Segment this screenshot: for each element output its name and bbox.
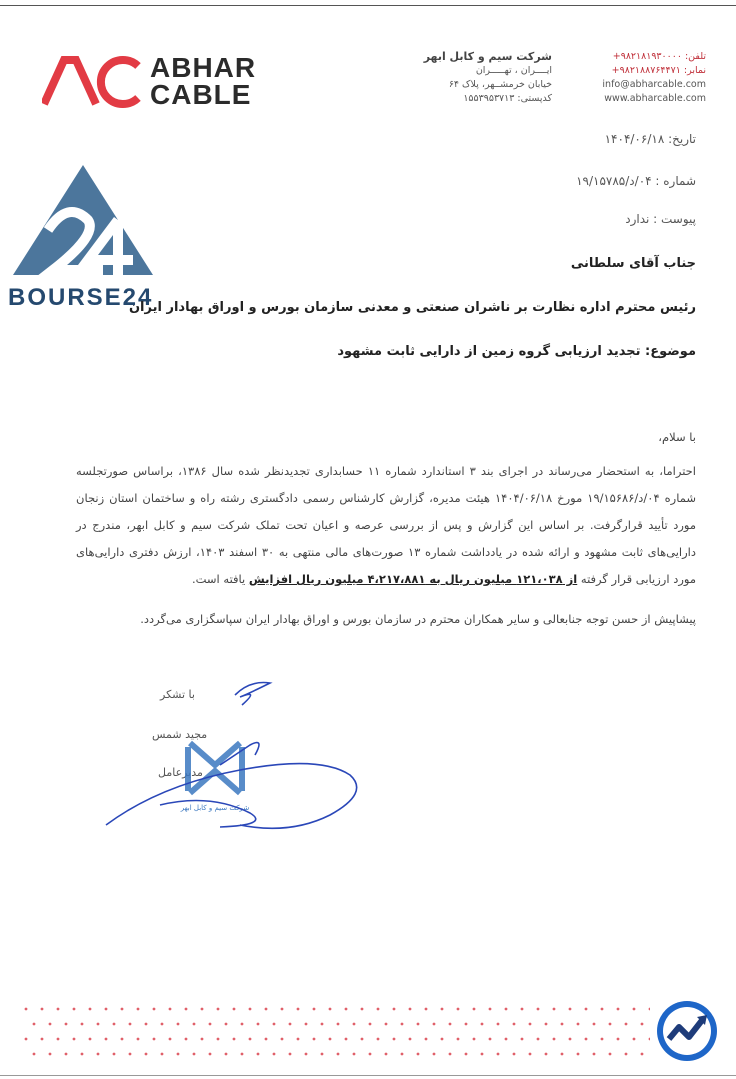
footer-dot bbox=[113, 1023, 116, 1026]
footer-dot bbox=[169, 1008, 172, 1011]
company-street: خیابان خرمشــهر، پلاک ۶۴ bbox=[448, 79, 552, 90]
footer-dot bbox=[585, 1038, 588, 1041]
footer-dot bbox=[41, 1038, 44, 1041]
footer-dot bbox=[353, 1023, 356, 1026]
footer-dot bbox=[273, 1023, 276, 1026]
letter-date: تاریخ: ۱۴۰۴/۰۶/۱۸ bbox=[604, 132, 696, 146]
letter-number: شماره : ۰۴/د/۱۹/۱۵۷۸۵ bbox=[576, 174, 696, 188]
revaluation-highlight: از ۱۲۱،۰۳۸ میلیون ریال به ۴،۲۱۷،۸۸۱ میلیون ریال افزایش bbox=[248, 572, 578, 586]
footer-dot bbox=[153, 1008, 156, 1011]
footer-dot bbox=[377, 1008, 380, 1011]
footer-dot bbox=[201, 1008, 204, 1011]
bourse-badge-icon bbox=[655, 999, 719, 1063]
footer-dot bbox=[161, 1023, 164, 1026]
footer-dot bbox=[625, 1053, 628, 1056]
footer-dot bbox=[457, 1008, 460, 1011]
footer-dot bbox=[97, 1023, 100, 1026]
contact-info bbox=[598, 50, 706, 106]
footer-dot bbox=[305, 1023, 308, 1026]
footer-dot bbox=[609, 1053, 612, 1056]
footer-dot bbox=[449, 1053, 452, 1056]
footer-dot bbox=[313, 1038, 316, 1041]
letter-subject: موضوع: تجدید ارزیابی گروه زمین از دارایی ثابت مشهود bbox=[337, 344, 696, 359]
footer-dot bbox=[577, 1023, 580, 1026]
footer-dot bbox=[601, 1038, 604, 1041]
footer-dot bbox=[617, 1038, 620, 1041]
footer-dot bbox=[553, 1008, 556, 1011]
brand-line-1: ABHAR bbox=[150, 52, 257, 83]
footer-dot bbox=[489, 1008, 492, 1011]
footer-dot bbox=[569, 1008, 572, 1011]
footer-dot bbox=[473, 1038, 476, 1041]
footer-dot bbox=[105, 1008, 108, 1011]
body-text-end: یافته است. bbox=[191, 572, 246, 586]
footer-dot bbox=[417, 1053, 420, 1056]
footer-dot bbox=[57, 1038, 60, 1041]
footer-dot bbox=[169, 1038, 172, 1041]
footer-dot bbox=[65, 1023, 68, 1026]
footer-dot bbox=[281, 1008, 284, 1011]
body-paragraph-1 bbox=[76, 458, 696, 593]
footer-dot bbox=[513, 1053, 516, 1056]
bottom-border bbox=[0, 1075, 736, 1076]
footer-dot bbox=[345, 1038, 348, 1041]
footer-dot bbox=[593, 1053, 596, 1056]
footer-dot bbox=[521, 1008, 524, 1011]
footer-dot bbox=[465, 1053, 468, 1056]
body-text: احتراما، به استحضار می‌رساند در اجرای بند ۳ استاندارد شماره ۱۱ حسابداری تجدیدنظر شده سال ۱۳۸۶، براساس صورتجلسه شماره ۰۴/د/۱۹/۱۵۶۸۶ مورخ ۱۴۰۴/۰۶/۱۸ هیئت مدیره، گزارش کارشناس رسمی دادگستری رشته راه و ساختمان استان زنجان مورد تأیید قرارگرفت. بر اساس این گزارش و پس از بررسی عرصه و اعیان تحت تملک شرکت سیم و کابل ابهر، مندرج در دارایی‌های ثابت مشهود و ارائه شده در یادداشت شماره ۱۳ صورت‌های مالی منتهی به ۳۰ اسفند ۱۴۰۳، ارزش دفتری دارایی‌های مورد ارزیابی قرار گرفته bbox=[76, 464, 697, 586]
footer-dot bbox=[337, 1053, 340, 1056]
brand-line-2: CABLE bbox=[150, 79, 252, 110]
footer-dot bbox=[433, 1053, 436, 1056]
footer-dot bbox=[561, 1023, 564, 1026]
footer-dot bbox=[633, 1038, 636, 1041]
addressee-name: جناب آقای سلطانی bbox=[570, 256, 696, 271]
footer-dot bbox=[441, 1008, 444, 1011]
footer-dot bbox=[553, 1038, 556, 1041]
company-city: ایــــران ، تهـــــران bbox=[475, 65, 552, 76]
footer-dot bbox=[489, 1038, 492, 1041]
footer-dot bbox=[105, 1038, 108, 1041]
footer-dot bbox=[241, 1053, 244, 1056]
footer-dot bbox=[497, 1053, 500, 1056]
footer-dot bbox=[329, 1038, 332, 1041]
footer-dot bbox=[257, 1053, 260, 1056]
footer-dot bbox=[33, 1053, 36, 1056]
brand-name bbox=[150, 54, 256, 108]
footer-dot bbox=[529, 1023, 532, 1026]
footer-dot-pattern bbox=[20, 1003, 650, 1063]
footer-dot bbox=[137, 1038, 140, 1041]
footer-dot bbox=[225, 1023, 228, 1026]
company-info bbox=[392, 50, 552, 106]
signatory-role: مدیرعامل bbox=[158, 766, 203, 779]
company-postal: کدپستی: ۱۵۵۳۹۵۳۷۱۳ bbox=[463, 93, 552, 104]
footer-dot bbox=[537, 1038, 540, 1041]
footer-dot bbox=[465, 1023, 468, 1026]
footer-dot bbox=[617, 1008, 620, 1011]
footer-dot bbox=[321, 1053, 324, 1056]
contact-email: info@abharcable.com bbox=[602, 79, 706, 90]
footer-dot bbox=[73, 1038, 76, 1041]
footer-dot bbox=[233, 1038, 236, 1041]
footer-dot bbox=[545, 1023, 548, 1026]
stamp-text: شرکت سیم و کابل ابهر bbox=[180, 804, 250, 812]
footer-dot bbox=[121, 1008, 124, 1011]
footer-dot bbox=[193, 1053, 196, 1056]
footer-dot bbox=[145, 1053, 148, 1056]
footer-dot bbox=[329, 1008, 332, 1011]
letter-attachment: پیوست : ندارد bbox=[625, 212, 696, 226]
footer-dot bbox=[505, 1038, 508, 1041]
footer-dot bbox=[265, 1038, 268, 1041]
footer-dot bbox=[25, 1038, 28, 1041]
footer-dot bbox=[161, 1053, 164, 1056]
footer-dot bbox=[409, 1038, 412, 1041]
footer-dot bbox=[441, 1038, 444, 1041]
footer-dot bbox=[65, 1053, 68, 1056]
footer-dot bbox=[81, 1023, 84, 1026]
footer-dot bbox=[89, 1008, 92, 1011]
footer-dot bbox=[449, 1023, 452, 1026]
footer-dot bbox=[433, 1023, 436, 1026]
footer-dot bbox=[81, 1053, 84, 1056]
footer-dot bbox=[297, 1038, 300, 1041]
footer-dot bbox=[25, 1008, 28, 1011]
footer-dot bbox=[401, 1053, 404, 1056]
footer-dot bbox=[641, 1023, 644, 1026]
footer-dot bbox=[321, 1023, 324, 1026]
top-border bbox=[0, 5, 736, 6]
footer-dot bbox=[457, 1038, 460, 1041]
footer-dot bbox=[217, 1038, 220, 1041]
footer-dot bbox=[177, 1023, 180, 1026]
footer-dot bbox=[185, 1038, 188, 1041]
footer-dot bbox=[417, 1023, 420, 1026]
footer-dot bbox=[153, 1038, 156, 1041]
footer-dot bbox=[481, 1053, 484, 1056]
footer-dot bbox=[209, 1053, 212, 1056]
footer-dot bbox=[577, 1053, 580, 1056]
footer-dot bbox=[561, 1053, 564, 1056]
footer-dot bbox=[233, 1008, 236, 1011]
footer-dot bbox=[513, 1023, 516, 1026]
footer-dot bbox=[249, 1038, 252, 1041]
footer-dot bbox=[497, 1023, 500, 1026]
footer-dot bbox=[305, 1053, 308, 1056]
footer-dot bbox=[385, 1053, 388, 1056]
footer-dot bbox=[393, 1008, 396, 1011]
footer-dot bbox=[601, 1008, 604, 1011]
footer-dot bbox=[337, 1023, 340, 1026]
footer-dot bbox=[201, 1038, 204, 1041]
footer-dot bbox=[177, 1053, 180, 1056]
footer-dot bbox=[361, 1008, 364, 1011]
footer-dot bbox=[369, 1053, 372, 1056]
contact-website: www.abharcable.com bbox=[604, 93, 706, 104]
footer-dot bbox=[585, 1008, 588, 1011]
footer-dot bbox=[273, 1053, 276, 1056]
footer-dot bbox=[529, 1053, 532, 1056]
footer-dot bbox=[385, 1023, 388, 1026]
footer-dot bbox=[249, 1008, 252, 1011]
footer-dot bbox=[241, 1023, 244, 1026]
handwritten-signature-icon bbox=[100, 675, 380, 850]
footer-dot bbox=[129, 1053, 132, 1056]
footer-dot bbox=[545, 1053, 548, 1056]
footer-dot bbox=[137, 1008, 140, 1011]
footer-dot bbox=[505, 1008, 508, 1011]
footer-dot bbox=[185, 1008, 188, 1011]
footer-dot bbox=[377, 1038, 380, 1041]
footer-dot bbox=[409, 1008, 412, 1011]
footer-dot bbox=[113, 1053, 116, 1056]
footer-dot bbox=[609, 1023, 612, 1026]
footer-dot bbox=[569, 1038, 572, 1041]
footer-dot bbox=[289, 1053, 292, 1056]
footer-dot bbox=[209, 1023, 212, 1026]
footer-dot bbox=[49, 1053, 52, 1056]
footer-dot bbox=[361, 1038, 364, 1041]
footer-dot bbox=[49, 1023, 52, 1026]
footer-dot bbox=[33, 1023, 36, 1026]
footer-dot bbox=[97, 1053, 100, 1056]
footer-dot bbox=[313, 1008, 316, 1011]
footer-dot bbox=[593, 1023, 596, 1026]
footer-dot bbox=[537, 1008, 540, 1011]
body-paragraph-2: پیشاپیش از حسن توجه جنابعالی و سایر همکاران محترم در سازمان بورس و اوراق بهادار ایران سپاسگزاری می‌گردد. bbox=[140, 612, 696, 626]
signature-thanks: با تشکر bbox=[160, 688, 195, 701]
footer-dot bbox=[345, 1008, 348, 1011]
company-name: شرکت سیم و کابل ابهر bbox=[423, 50, 552, 63]
footer-dot bbox=[425, 1008, 428, 1011]
contact-fax: +۹۸۲۱۸۸۷۶۴۴۷۱ :نمابر bbox=[611, 65, 706, 76]
footer-dot bbox=[641, 1053, 644, 1056]
footer-dot bbox=[129, 1023, 132, 1026]
footer-dot bbox=[257, 1023, 260, 1026]
footer-dot bbox=[401, 1023, 404, 1026]
footer-dot bbox=[289, 1023, 292, 1026]
footer-dot bbox=[649, 1038, 650, 1041]
footer-dot bbox=[473, 1008, 476, 1011]
footer-dot bbox=[281, 1038, 284, 1041]
greeting: با سلام، bbox=[658, 430, 696, 444]
contact-phone: +۹۸۲۱۸۱۹۳۰۰۰۰ :تلفن bbox=[612, 51, 706, 62]
footer-dot bbox=[393, 1038, 396, 1041]
footer-dot bbox=[649, 1008, 650, 1011]
footer-dot bbox=[193, 1023, 196, 1026]
addressee-title: رئیس محترم اداره نظارت بر ناشران صنعتی و معدنی سازمان بورس و اوراق بهادار ایران bbox=[128, 300, 696, 315]
footer-dot bbox=[297, 1008, 300, 1011]
footer-dot bbox=[121, 1038, 124, 1041]
footer-dot bbox=[217, 1008, 220, 1011]
footer-dot bbox=[521, 1038, 524, 1041]
signatory-name: مجید شمس bbox=[152, 728, 208, 741]
footer-dot bbox=[89, 1038, 92, 1041]
footer-dot bbox=[633, 1008, 636, 1011]
watermark-text: BOURSE24 bbox=[8, 284, 154, 311]
footer-dot bbox=[225, 1053, 228, 1056]
footer-dot bbox=[41, 1008, 44, 1011]
footer-dot bbox=[353, 1053, 356, 1056]
footer-dot bbox=[73, 1008, 76, 1011]
footer-dot bbox=[625, 1023, 628, 1026]
footer-dot bbox=[145, 1023, 148, 1026]
footer-dot bbox=[265, 1008, 268, 1011]
footer-dot bbox=[369, 1023, 372, 1026]
footer-dot bbox=[481, 1023, 484, 1026]
footer-dot bbox=[57, 1008, 60, 1011]
footer-dot bbox=[425, 1038, 428, 1041]
